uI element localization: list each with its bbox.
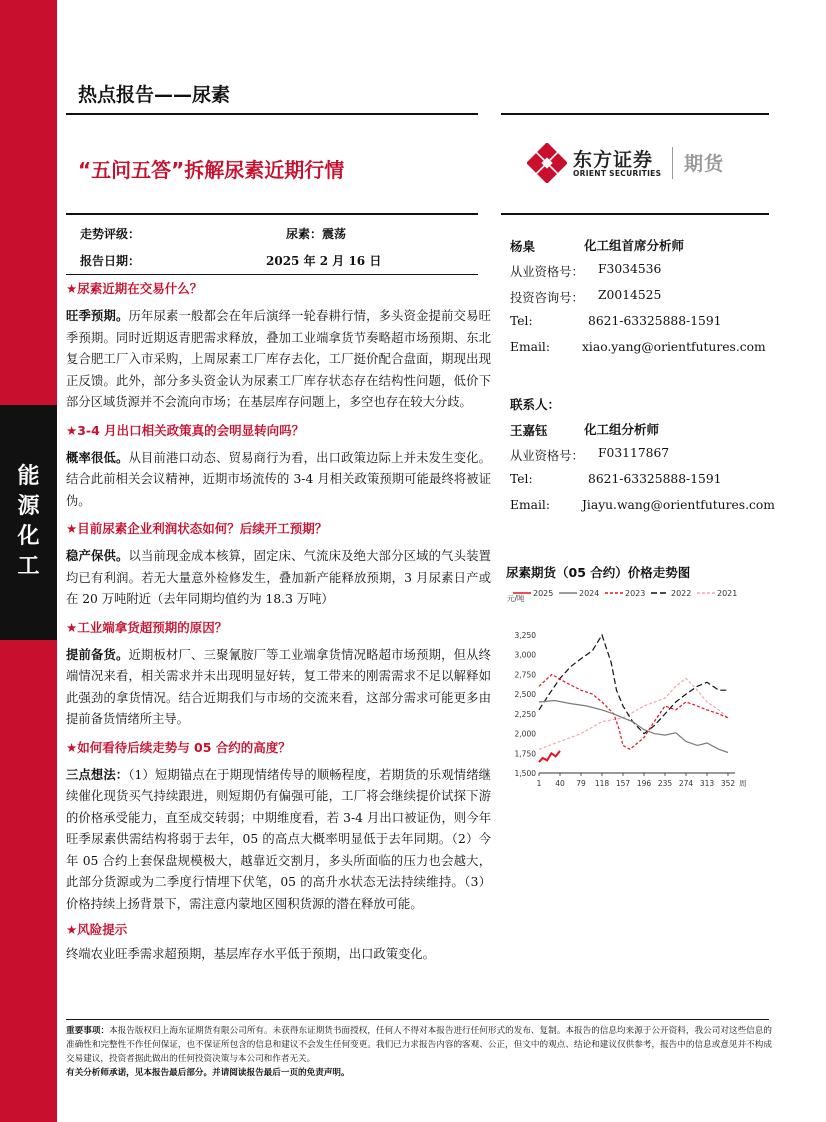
meta-rule-bottom [66, 274, 478, 275]
y-tick-label: 1,750 [514, 749, 536, 759]
analyst-card [510, 236, 770, 366]
section-lead: 概率很低。 [66, 449, 129, 465]
section-text: 从目前港口动态、贸易商行为看，出口政策边际上并未发生变化。结合此前相关会议精神，近期市场流传的 3-4 月相关政策预期可能最终将被证伪。 [66, 450, 491, 508]
section-question: ★尿素近期在交易什么？ [66, 281, 203, 296]
y-tick-label: 1,500 [514, 769, 536, 778]
x-tick-label: 1 [536, 779, 542, 788]
x-tick-label: 40 [555, 779, 565, 788]
line-label: Tel: [510, 472, 533, 486]
contact-title: 化工组分析师 [584, 422, 660, 437]
line-value: xiao.yang@orientfutures.com [582, 340, 766, 354]
line-value: Z0014525 [598, 288, 662, 302]
x-tick-label: 352 [720, 779, 736, 788]
line-value: 8621-63325888-1591 [588, 472, 722, 486]
section-text: 以当前现金成本核算，固定床、气流床及绝大部分区域的气头装置均已有利润。若无大量意外检修发生，叠加新产能释放预期，3 月尿素日产或在 20 万吨附近（去年同期均值约为 18.3 万吨） [66, 549, 491, 606]
section-text: 历年尿素一般都会在年后演绎一轮春耕行情，多头资金提前交易旺季预期。同时近期返青肥需求释放，叠加工业端拿货节奏略超市场预期、东北复合肥工厂入市采购，上周尿素工厂库存去化，工厂挺价配合盘面，期现出现正反馈。此外，部分多头资金认为尿素工厂库存状态存在结构性问题，低价下部分区域货源并不会流向市场；在基层库存问题上，多空也存在较大分歧。 [66, 309, 491, 409]
x-tick-label: 235 [657, 779, 673, 788]
section-lead: 提前备货。 [66, 646, 129, 662]
y-tick-label: 2,500 [514, 690, 536, 700]
orient-logo-icon [527, 143, 567, 183]
x-tick-label: 274 [678, 779, 694, 788]
line-label: Email: [510, 340, 550, 354]
contact-heading: 联系人： [510, 397, 561, 412]
x-tick-label: 157 [615, 779, 631, 788]
analyst-line [510, 262, 770, 288]
section-paragraph [66, 644, 491, 731]
y-tick-label: 2,750 [514, 670, 536, 680]
line-value: F03117867 [598, 446, 670, 460]
price-chart [503, 585, 768, 795]
line-value: 8621-63325888-1591 [588, 314, 722, 328]
x-tick-label: 313 [699, 779, 715, 788]
line-value: F3034536 [598, 262, 662, 276]
contact-header [510, 420, 770, 446]
section-text: （1）短期锚点在于期现情绪传导的顺畅程度，若期货的乐观情绪继续催化现货买气持续跟进，则短期仍有偏强可能，工厂将会继续提价试探下游的价格承受能力，直至成交转弱；中期维度看，若 3-4 月出口被证伪，则今年旺季尿素供需结构将弱于去年，05 的高点大概率明显低于去年同期。（2）今年 05 合约上套保盘规模极大，越靠近交割月，多头所面临的压力也会越大，此部分货源或为二季度行情埋下伏笔，05 的高升水状态无法持续维持。（3）价格持续上扬背景下，需注意内蒙地区囤积货源的潜在释放可能。 [66, 767, 491, 911]
y-axis-label: 元/吨 [507, 594, 525, 603]
x-axis-label: 周 [739, 779, 747, 788]
section-question: ★3-4 月出口相关政策真的会明显转向吗？ [66, 422, 305, 438]
series-line-2025 [539, 751, 560, 762]
meta-rule-top [66, 213, 478, 215]
sector-label [0, 462, 57, 582]
line-label: Tel: [510, 314, 533, 328]
section-text: 近期板材厂、三聚氰胺厂等工业端拿货情况略超市场预期，但从终端情况来看，相关需求并未出现明显好转，复工带来的刚需需求不足以解释如此强劲的拿货情况。结合近期我们与市场的交流来看，这部分需求可能更多由提前备货情绪所主导。 [66, 647, 491, 726]
section-6 [66, 919, 491, 966]
contact-line [510, 446, 770, 472]
section-lead: 旺季预期。 [66, 308, 129, 323]
disclaimer-rule [66, 1019, 769, 1020]
analyst-name: 杨臬 [510, 239, 536, 254]
sidebar-top-band [0, 0, 57, 405]
section-paragraph [66, 447, 491, 513]
contact-card [510, 395, 775, 524]
series-line-2024 [539, 701, 728, 753]
section-paragraph [66, 764, 491, 916]
legend-label: 2021 [717, 589, 738, 598]
x-tick-label: 79 [576, 779, 586, 788]
line-value: Jiayu.wang@orientfutures.com [582, 498, 775, 512]
x-tick-label: 196 [636, 779, 652, 788]
y-tick-label: 2,000 [514, 729, 536, 739]
analyst-line [510, 340, 770, 366]
disclaimer-label: 重要事项： [66, 1026, 110, 1036]
section-lead: 三点想法： [66, 766, 129, 782]
legend-label: 2022 [671, 589, 692, 598]
line-label: Email: [510, 498, 550, 512]
analyst-line [510, 314, 770, 340]
header-rule-left [66, 113, 478, 115]
chart-title: 尿素期货（05 合约）价格走势图 [506, 565, 691, 580]
section-question: ★工业端拿货超预期的原因？ [66, 619, 228, 635]
section-5 [66, 737, 491, 916]
section-question: ★目前尿素企业利润状态如何？后续开工预期？ [66, 521, 328, 536]
disclaimer-text: 本报告版权归上海东证期货有限公司所有。未获得东证期货书面授权，任何人不得对本报告进行任何形式的发布、复制。本报告的信息均来源于公开资料，我公司对这些信息的准确性和完整性不作任何保证，也不保证所包含的信息和建议不会发生任何变更。我们已力求报告内容的客观、公正，但文中的观点、结论和建议仅供参考，报告中的信息或意见并不构成交易建议，投资者据此做出的任何投资决策与本公司和作者无关。 [66, 1026, 772, 1064]
report-title: “五问五答”拆解尿素近期行情 [78, 158, 345, 182]
series-line-2021 [539, 678, 728, 749]
series-line-2022 [539, 635, 728, 734]
disclaimer-footer: 有关分析师承诺，见本报告最后部分。并请阅读报告最后一页的免责声明。 [66, 1068, 350, 1078]
disclaimer [66, 1024, 772, 1066]
x-tick-label: 118 [594, 779, 610, 788]
header-rule-right [501, 113, 769, 115]
y-tick-label: 3,000 [514, 650, 536, 660]
section-1 [66, 278, 491, 414]
rating-value: 尿素：震荡 [286, 227, 347, 241]
line-label: 从业资格号： [510, 265, 584, 279]
section-2 [66, 420, 491, 513]
company-logo [527, 143, 737, 183]
analyst-header [510, 236, 770, 262]
date-label: 报告日期： [80, 254, 141, 268]
section-paragraph [66, 305, 491, 414]
contact-line [510, 472, 770, 498]
logo-brand-en: ORIENT SECURITIES [573, 169, 662, 178]
y-tick-label: 3,250 [514, 631, 536, 640]
section-question: ★风险提示 [66, 922, 128, 937]
y-tick-label: 2,250 [514, 709, 536, 719]
section-paragraph [66, 545, 491, 611]
legend-label: 2025 [533, 589, 554, 598]
analyst-title: 化工组首席分析师 [584, 238, 685, 253]
section-text: 终端农业旺季需求超预期，基层库存水平低于预期，出口政策变化。 [66, 947, 435, 961]
logo-brand-cn: 东方证券 [573, 149, 654, 171]
report-type: 热点报告——尿素 [78, 84, 231, 106]
logo-divider [672, 147, 673, 179]
sector-label-text: 能源化工 [17, 464, 40, 579]
date-value: 2025 年 2 月 16 日 [266, 254, 382, 268]
line-label: 投资咨询号： [510, 291, 584, 305]
line-label: 从业资格号： [510, 449, 584, 463]
analyst-rule-top [501, 213, 769, 215]
sidebar-bottom-band [0, 640, 57, 1122]
section-3 [66, 518, 491, 611]
legend-label: 2023 [625, 589, 646, 598]
analyst-line [510, 288, 770, 314]
contact-name: 王嘉钰 [510, 423, 548, 438]
section-4 [66, 617, 491, 731]
rating-label: 走势评级： [80, 227, 141, 241]
section-paragraph [66, 943, 491, 966]
section-lead: 稳产保供。 [66, 548, 129, 563]
contact-line [510, 498, 775, 524]
legend-label: 2024 [579, 589, 600, 598]
main-body [66, 278, 491, 966]
section-question: ★如何看待后续走势与 05 合约的高度？ [66, 739, 291, 755]
logo-suffix: 期货 [684, 153, 725, 175]
